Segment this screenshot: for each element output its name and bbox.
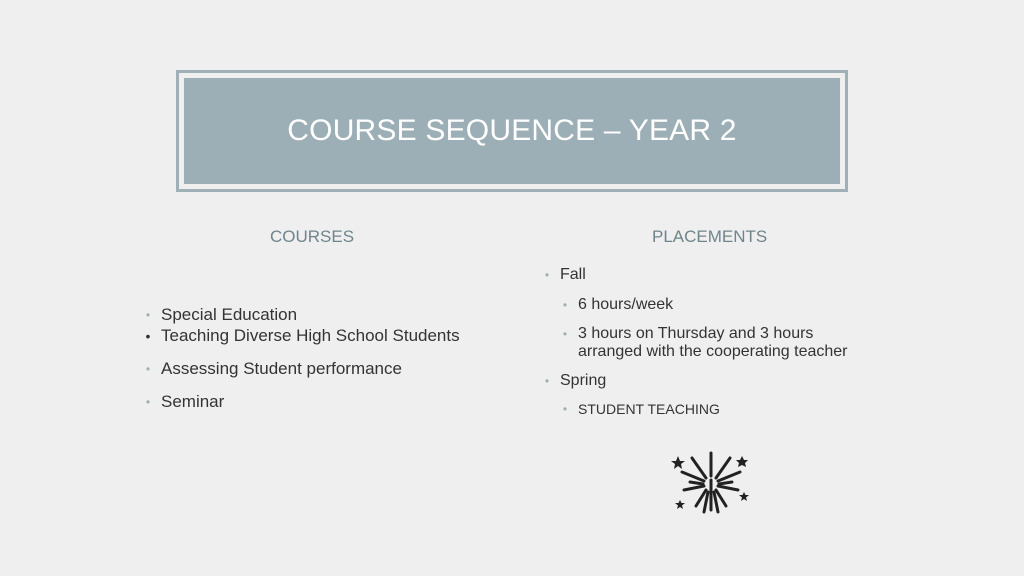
slide-title: COURSE SEQUENCE – YEAR 2 bbox=[287, 114, 737, 147]
placements-heading: PLACEMENTS bbox=[652, 227, 768, 246]
bullet-icon: • bbox=[145, 395, 151, 409]
list-item bbox=[562, 324, 814, 344]
courses-heading: COURSES bbox=[270, 227, 355, 246]
bullet-icon: • bbox=[145, 308, 151, 322]
placement-item-label: arranged with the cooperating teacher bbox=[578, 343, 848, 360]
course-item-label: Assessing Student performance bbox=[161, 359, 402, 378]
placement-item-label: Spring bbox=[560, 372, 607, 389]
placement-item-label: 6 hours/week bbox=[578, 296, 674, 313]
list-item bbox=[145, 359, 402, 379]
list-item bbox=[562, 399, 720, 419]
bullet-icon: • bbox=[544, 268, 550, 282]
placement-item-label: 3 hours on Thursday and 3 hours bbox=[578, 325, 814, 342]
list-item bbox=[145, 392, 225, 412]
bullet-icon: • bbox=[145, 328, 151, 344]
course-item-label: Special Education bbox=[161, 305, 298, 324]
course-item-label: Teaching Diverse High School Students bbox=[161, 326, 460, 345]
placement-item-label: Fall bbox=[560, 266, 586, 283]
fireworks-icon bbox=[670, 448, 752, 518]
bullet-icon: • bbox=[562, 327, 568, 341]
bullet-icon: • bbox=[562, 298, 568, 312]
title-frame bbox=[176, 70, 848, 192]
bullet-icon: • bbox=[145, 362, 151, 376]
course-item-label: Seminar bbox=[161, 392, 225, 411]
bullet-icon: • bbox=[562, 402, 568, 416]
list-item bbox=[544, 265, 586, 285]
list-item bbox=[145, 305, 298, 325]
list-item bbox=[562, 295, 674, 315]
list-item bbox=[145, 326, 460, 346]
list-item bbox=[544, 371, 607, 391]
list-item-continuation bbox=[578, 342, 848, 362]
bullet-icon: • bbox=[544, 374, 550, 388]
placement-item-label: STUDENT TEACHING bbox=[578, 401, 720, 417]
title-box bbox=[184, 78, 840, 184]
